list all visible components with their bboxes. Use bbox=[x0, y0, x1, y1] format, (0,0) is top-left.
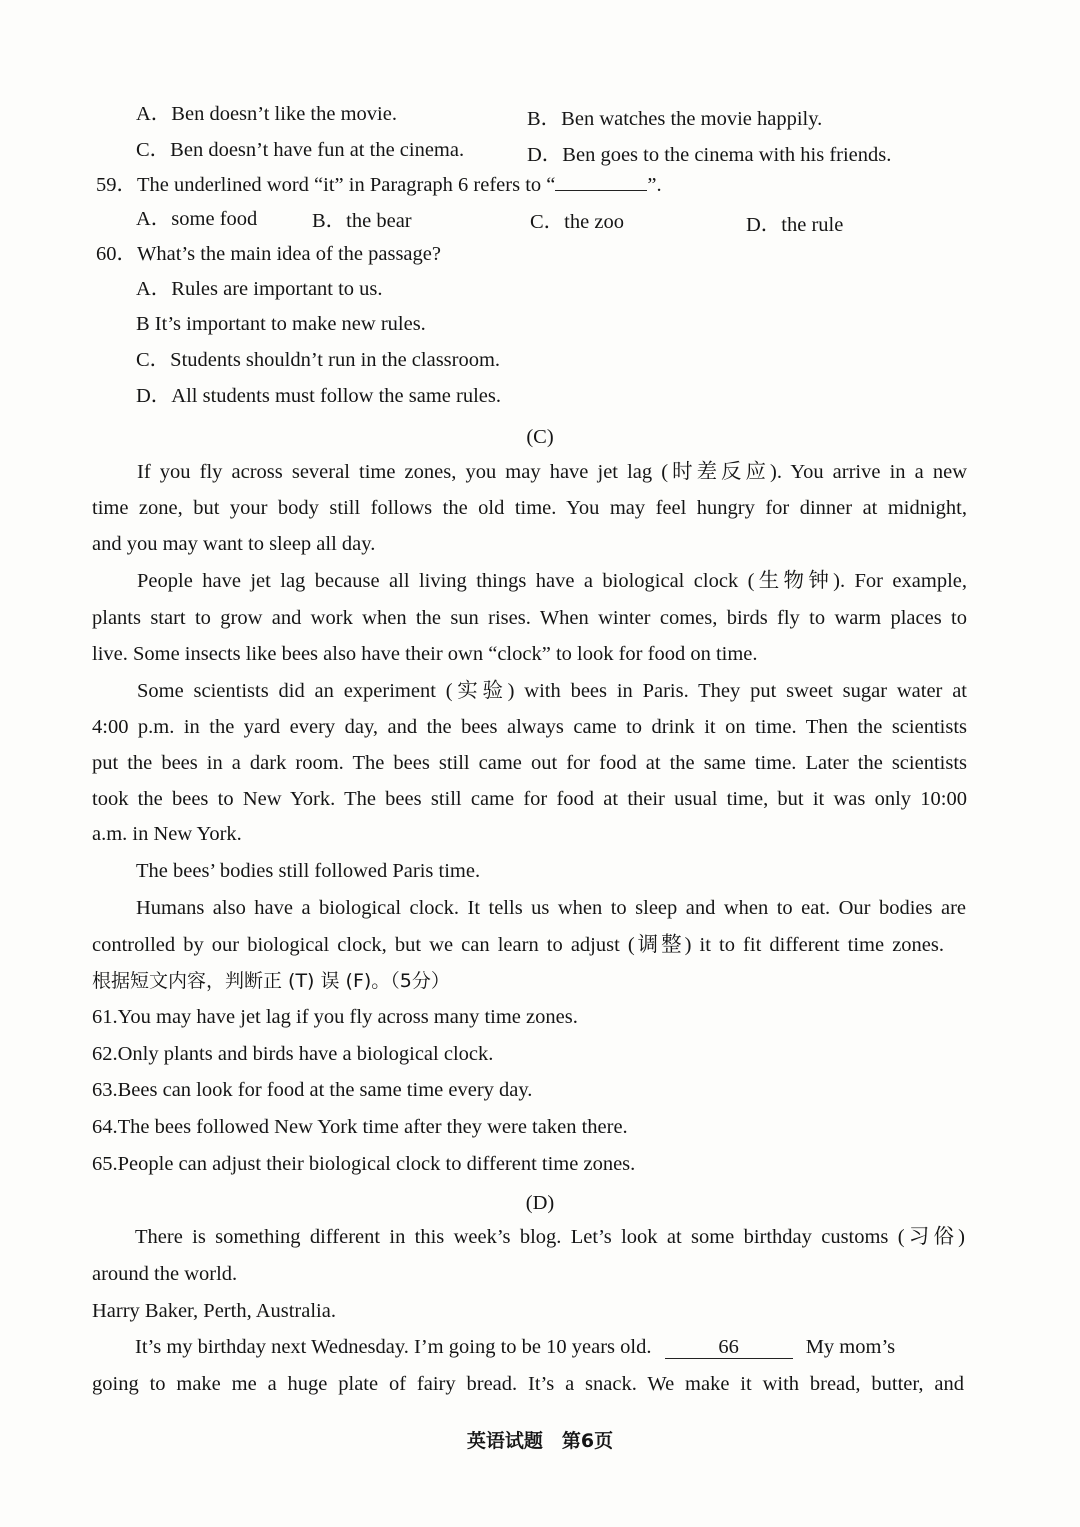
q59-option-d: D．the rule bbox=[746, 214, 844, 236]
passage-c-line: put the bees in a dark room. The bees still came out for food at the same time. Later the scientists bbox=[92, 752, 967, 774]
passage-d-line bbox=[135, 1334, 895, 1360]
q59-option-b: B．the bear bbox=[312, 210, 412, 232]
q60-option-b: B It’s important to make new rules. bbox=[136, 313, 426, 335]
q60-option-d: D．All students must follow the same rules. bbox=[136, 385, 501, 407]
passage-c-line: a.m. in New York. bbox=[92, 823, 242, 845]
passage-c-line: Some scientists did an experiment (实验) with bees in Paris. They put sweet sugar water at bbox=[137, 680, 967, 702]
passage-d-text: My mom’s bbox=[805, 1336, 896, 1358]
statement-64: 64.The bees followed New York time after they were taken there. bbox=[92, 1116, 628, 1138]
passage-d-text: It’s my birthday next Wednesday. I’m going to be 10 years old. bbox=[135, 1336, 652, 1358]
passage-d-line: There is something different in this week’s blog. Let’s look at some birthday customs (习俗) bbox=[135, 1226, 965, 1248]
page-footer: 英语试题 第6页 bbox=[466, 1430, 614, 1452]
statement-65: 65.People can adjust their biological clock to different time zones. bbox=[92, 1153, 636, 1175]
q59-stem-end: ”. bbox=[647, 174, 662, 196]
passage-c-line: time zone, but your body still follows the old time. You may feel hungry for dinner at midnight, bbox=[92, 497, 967, 519]
q60-option-a: A．Rules are important to us. bbox=[136, 278, 383, 300]
passage-c-line: People have jet lag because all living things have a biological clock (生物钟). For example, bbox=[137, 570, 967, 592]
q59-stem-text: 59．The underlined word “it” in Paragraph 6 refers to “ bbox=[96, 174, 556, 196]
statement-62: 62.Only plants and birds have a biological clock. bbox=[92, 1043, 494, 1065]
passage-c-line: If you fly across several time zones, you may have jet lag (时差反应). You arrive in a new bbox=[137, 461, 967, 483]
passage-c-line: 4:00 p.m. in the yard every day, and the bees always came to drink it on time. Then the scientists bbox=[92, 716, 967, 738]
section-d-heading: (D) bbox=[525, 1192, 555, 1214]
q58-option-b: B．Ben watches the movie happily. bbox=[527, 108, 823, 130]
statement-63: 63.Bees can look for food at the same time every day. bbox=[92, 1079, 533, 1101]
question-66-blank: 66 bbox=[665, 1336, 793, 1359]
q58-option-d: D．Ben goes to the cinema with his friends. bbox=[527, 144, 892, 166]
passage-c-line: and you may want to sleep all day. bbox=[92, 533, 376, 555]
true-false-instruction: 根据短文内容，判断正 (T) 误 (F)。（5分） bbox=[92, 970, 450, 992]
q59-option-a: A．some food bbox=[136, 208, 258, 230]
passage-d-line: around the world. bbox=[92, 1263, 238, 1285]
q58-option-a: A．Ben doesn’t like the movie. bbox=[136, 103, 397, 125]
statement-61: 61.You may have jet lag if you fly across many time zones. bbox=[92, 1006, 578, 1028]
passage-d-line: Harry Baker, Perth, Australia. bbox=[92, 1300, 336, 1322]
q58-option-c: C．Ben doesn’t have fun at the cinema. bbox=[136, 139, 465, 161]
passage-c-line: Humans also have a biological clock. It tells us when to sleep and when to eat. Our bodies are bbox=[136, 897, 966, 919]
q60-stem: 60．What’s the main idea of the passage? bbox=[96, 243, 441, 265]
passage-c-line: controlled by our biological clock, but we can learn to adjust (调整) it to fit different time zones. bbox=[92, 934, 944, 956]
q59-stem bbox=[96, 172, 662, 198]
section-c-heading: (C) bbox=[526, 426, 554, 448]
passage-c-line: took the bees to New York. The bees still came for food at their usual time, but it was only 10:00 bbox=[92, 788, 967, 810]
q59-option-c: C．the zoo bbox=[530, 211, 624, 233]
passage-c-line: The bees’ bodies still followed Paris time. bbox=[136, 860, 481, 882]
passage-d-line: going to make me a huge plate of fairy bread. It’s a snack. We make it with bread, butter, and bbox=[92, 1373, 964, 1395]
passage-c-line: plants start to grow and work when the sun rises. When winter comes, birds fly to warm places to bbox=[92, 607, 967, 629]
q59-answer-blank bbox=[555, 190, 647, 191]
q60-option-c: C．Students shouldn’t run in the classroom. bbox=[136, 349, 501, 371]
passage-c-line: live. Some insects like bees also have their own “clock” to look for food on time. bbox=[92, 643, 758, 665]
